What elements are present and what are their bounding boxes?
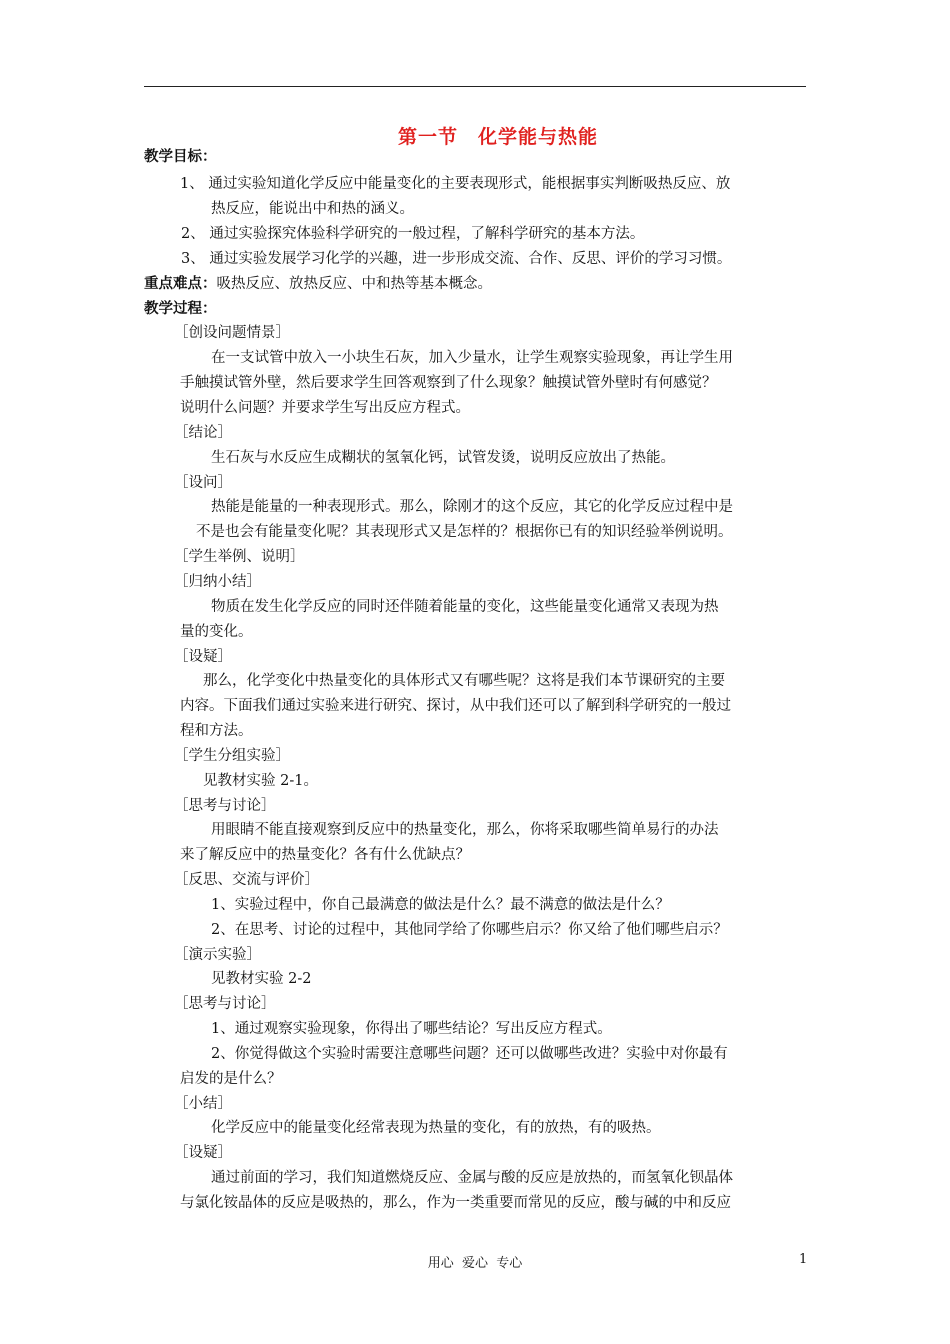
line-text: 1、实验过程中，你自己最满意的做法是什么？最不满意的做法是什么？ [211, 897, 670, 913]
line-text: 1、 通过实验知道化学反应中能量变化的主要表现形式，能根据事实判断吸热反应、放 [180, 176, 731, 192]
text-line [174, 945, 261, 965]
section-label: 教学目标： [144, 149, 217, 165]
text-line [211, 348, 733, 368]
line-text: 来了解反应中的热量变化？各有什么优缺点？ [180, 847, 470, 863]
page-title: 第一节 化学能与热能 [397, 126, 598, 148]
text-line [144, 274, 492, 294]
line-text: 那么，化学变化中热量变化的具体形式又有哪些呢？这将是我们本节课研究的主要 [203, 673, 725, 689]
line-text: 2、在思考、讨论的过程中，其他同学给了你哪些启示？你又给了他们哪些启示？ [211, 922, 728, 938]
footer-motto: 用心 爱心 专心 [427, 1256, 523, 1271]
line-text: 2、你觉得做这个实验时需要注意哪些问题？还可以做哪些改进？实验中对你最有 [211, 1046, 728, 1062]
text-line [174, 1143, 232, 1163]
line-text: ［设疑］ [174, 1145, 232, 1161]
text-line [174, 572, 261, 592]
line-text: 说明什么问题？并要求学生写出反应方程式。 [180, 400, 470, 416]
line-text: ［归纳小结］ [174, 574, 261, 590]
text-line [180, 1193, 731, 1213]
text-line [174, 323, 290, 343]
line-text: 启发的是什么？ [180, 1071, 282, 1087]
line-text: 物质在发生化学反应的同时还伴随着能量的变化，这些能量变化通常又表现为热 [211, 599, 719, 615]
text-line [174, 994, 276, 1014]
line-text: ［设问］ [174, 475, 232, 491]
line-text: ［反思、交流与评价］ [174, 872, 319, 888]
text-line [174, 796, 276, 816]
line-text: 吸热反应、放热反应、中和热等基本概念。 [216, 276, 492, 292]
text-line [174, 473, 232, 493]
text-line [180, 696, 731, 716]
text-line [144, 299, 217, 319]
header-rule [144, 86, 806, 87]
text-line [180, 398, 470, 418]
line-text: 量的变化。 [180, 624, 253, 640]
text-line [211, 920, 728, 940]
line-text: 热反应，能说出中和热的涵义。 [211, 201, 414, 217]
text-line [211, 1118, 661, 1138]
text-line [211, 895, 670, 915]
line-text: 见教材实验 2-2 [211, 971, 312, 987]
text-line [174, 547, 305, 567]
text-line [203, 771, 318, 791]
text-line [180, 174, 730, 194]
line-text: ［学生分组实验］ [174, 748, 290, 764]
line-text: ［设疑］ [174, 649, 232, 665]
text-line [174, 1094, 232, 1114]
text-line [180, 373, 717, 393]
line-text: 与氯化铵晶体的反应是吸热的，那么，作为一类重要而常见的反应，酸与碱的中和反应 [180, 1195, 731, 1211]
line-text: ［学生举例、说明］ [174, 549, 305, 565]
text-line [196, 522, 733, 542]
text-line [144, 147, 217, 167]
line-text: 内容。下面我们通过实验来进行研究、探讨，从中我们还可以了解到科学研究的一般过 [180, 698, 731, 714]
line-text: 通过前面的学习，我们知道燃烧反应、金属与酸的反应是放热的，而氢氧化钡晶体 [211, 1170, 733, 1186]
text-line [211, 820, 719, 840]
line-text: 用眼睛不能直接观察到反应中的热量变化，那么，你将采取哪些简单易行的办法 [211, 822, 719, 838]
text-line [174, 423, 232, 443]
line-text: 化学反应中的能量变化经常表现为热量的变化，有的放热，有的吸热。 [211, 1120, 661, 1136]
line-text: 生石灰与水反应生成糊状的氢氧化钙，试管发烫，说明反应放出了热能。 [211, 450, 675, 466]
text-line [203, 671, 725, 691]
line-text: ［创设问题情景］ [174, 325, 290, 341]
line-text: 不是也会有能量变化呢？其表现形式又是怎样的？根据你已有的知识经验举例说明。 [196, 524, 733, 540]
text-line [211, 448, 675, 468]
text-line [180, 721, 253, 741]
line-text: 3、 通过实验发展学习化学的兴趣，进一步形成交流、合作、反思、评价的学习习惯。 [181, 251, 732, 267]
text-line [181, 224, 644, 244]
line-text: ［演示实验］ [174, 947, 261, 963]
line-text: ［小结］ [174, 1096, 232, 1112]
text-line [180, 1069, 282, 1089]
line-text: ［结论］ [174, 425, 232, 441]
text-line [211, 597, 719, 617]
text-line [211, 969, 311, 989]
text-line [211, 497, 733, 517]
line-text: 程和方法。 [180, 723, 253, 739]
line-text: 手触摸试管外壁，然后要求学生回答观察到了什么现象？触摸试管外壁时有何感觉？ [180, 375, 717, 391]
text-line [180, 845, 470, 865]
line-text: 在一支试管中放入一小块生石灰，加入少量水，让学生观察实验现象，再让学生用 [211, 350, 733, 366]
text-line [211, 1019, 612, 1039]
section-label: 重点难点： [144, 276, 217, 292]
section-label: 教学过程： [144, 301, 217, 317]
text-line [174, 746, 290, 766]
text-line [211, 1044, 728, 1064]
text-line [174, 647, 232, 667]
page-number: 1 [799, 1252, 808, 1267]
line-text: 2、 通过实验探究体验科学研究的一般过程，了解科学研究的基本方法。 [181, 226, 645, 242]
line-text: 1、通过观察实验现象，你得出了哪些结论？写出反应方程式。 [211, 1021, 612, 1037]
text-line [174, 870, 319, 890]
text-line [181, 249, 731, 269]
line-text: 见教材实验 2-1。 [203, 773, 318, 789]
line-text: 热能是能量的一种表现形式。那么，除刚才的这个反应，其它的化学反应过程中是 [211, 499, 733, 515]
text-line [180, 622, 253, 642]
line-text: ［思考与讨论］ [174, 996, 276, 1012]
line-text: ［思考与讨论］ [174, 798, 276, 814]
text-line [211, 199, 414, 219]
text-line [211, 1168, 733, 1188]
